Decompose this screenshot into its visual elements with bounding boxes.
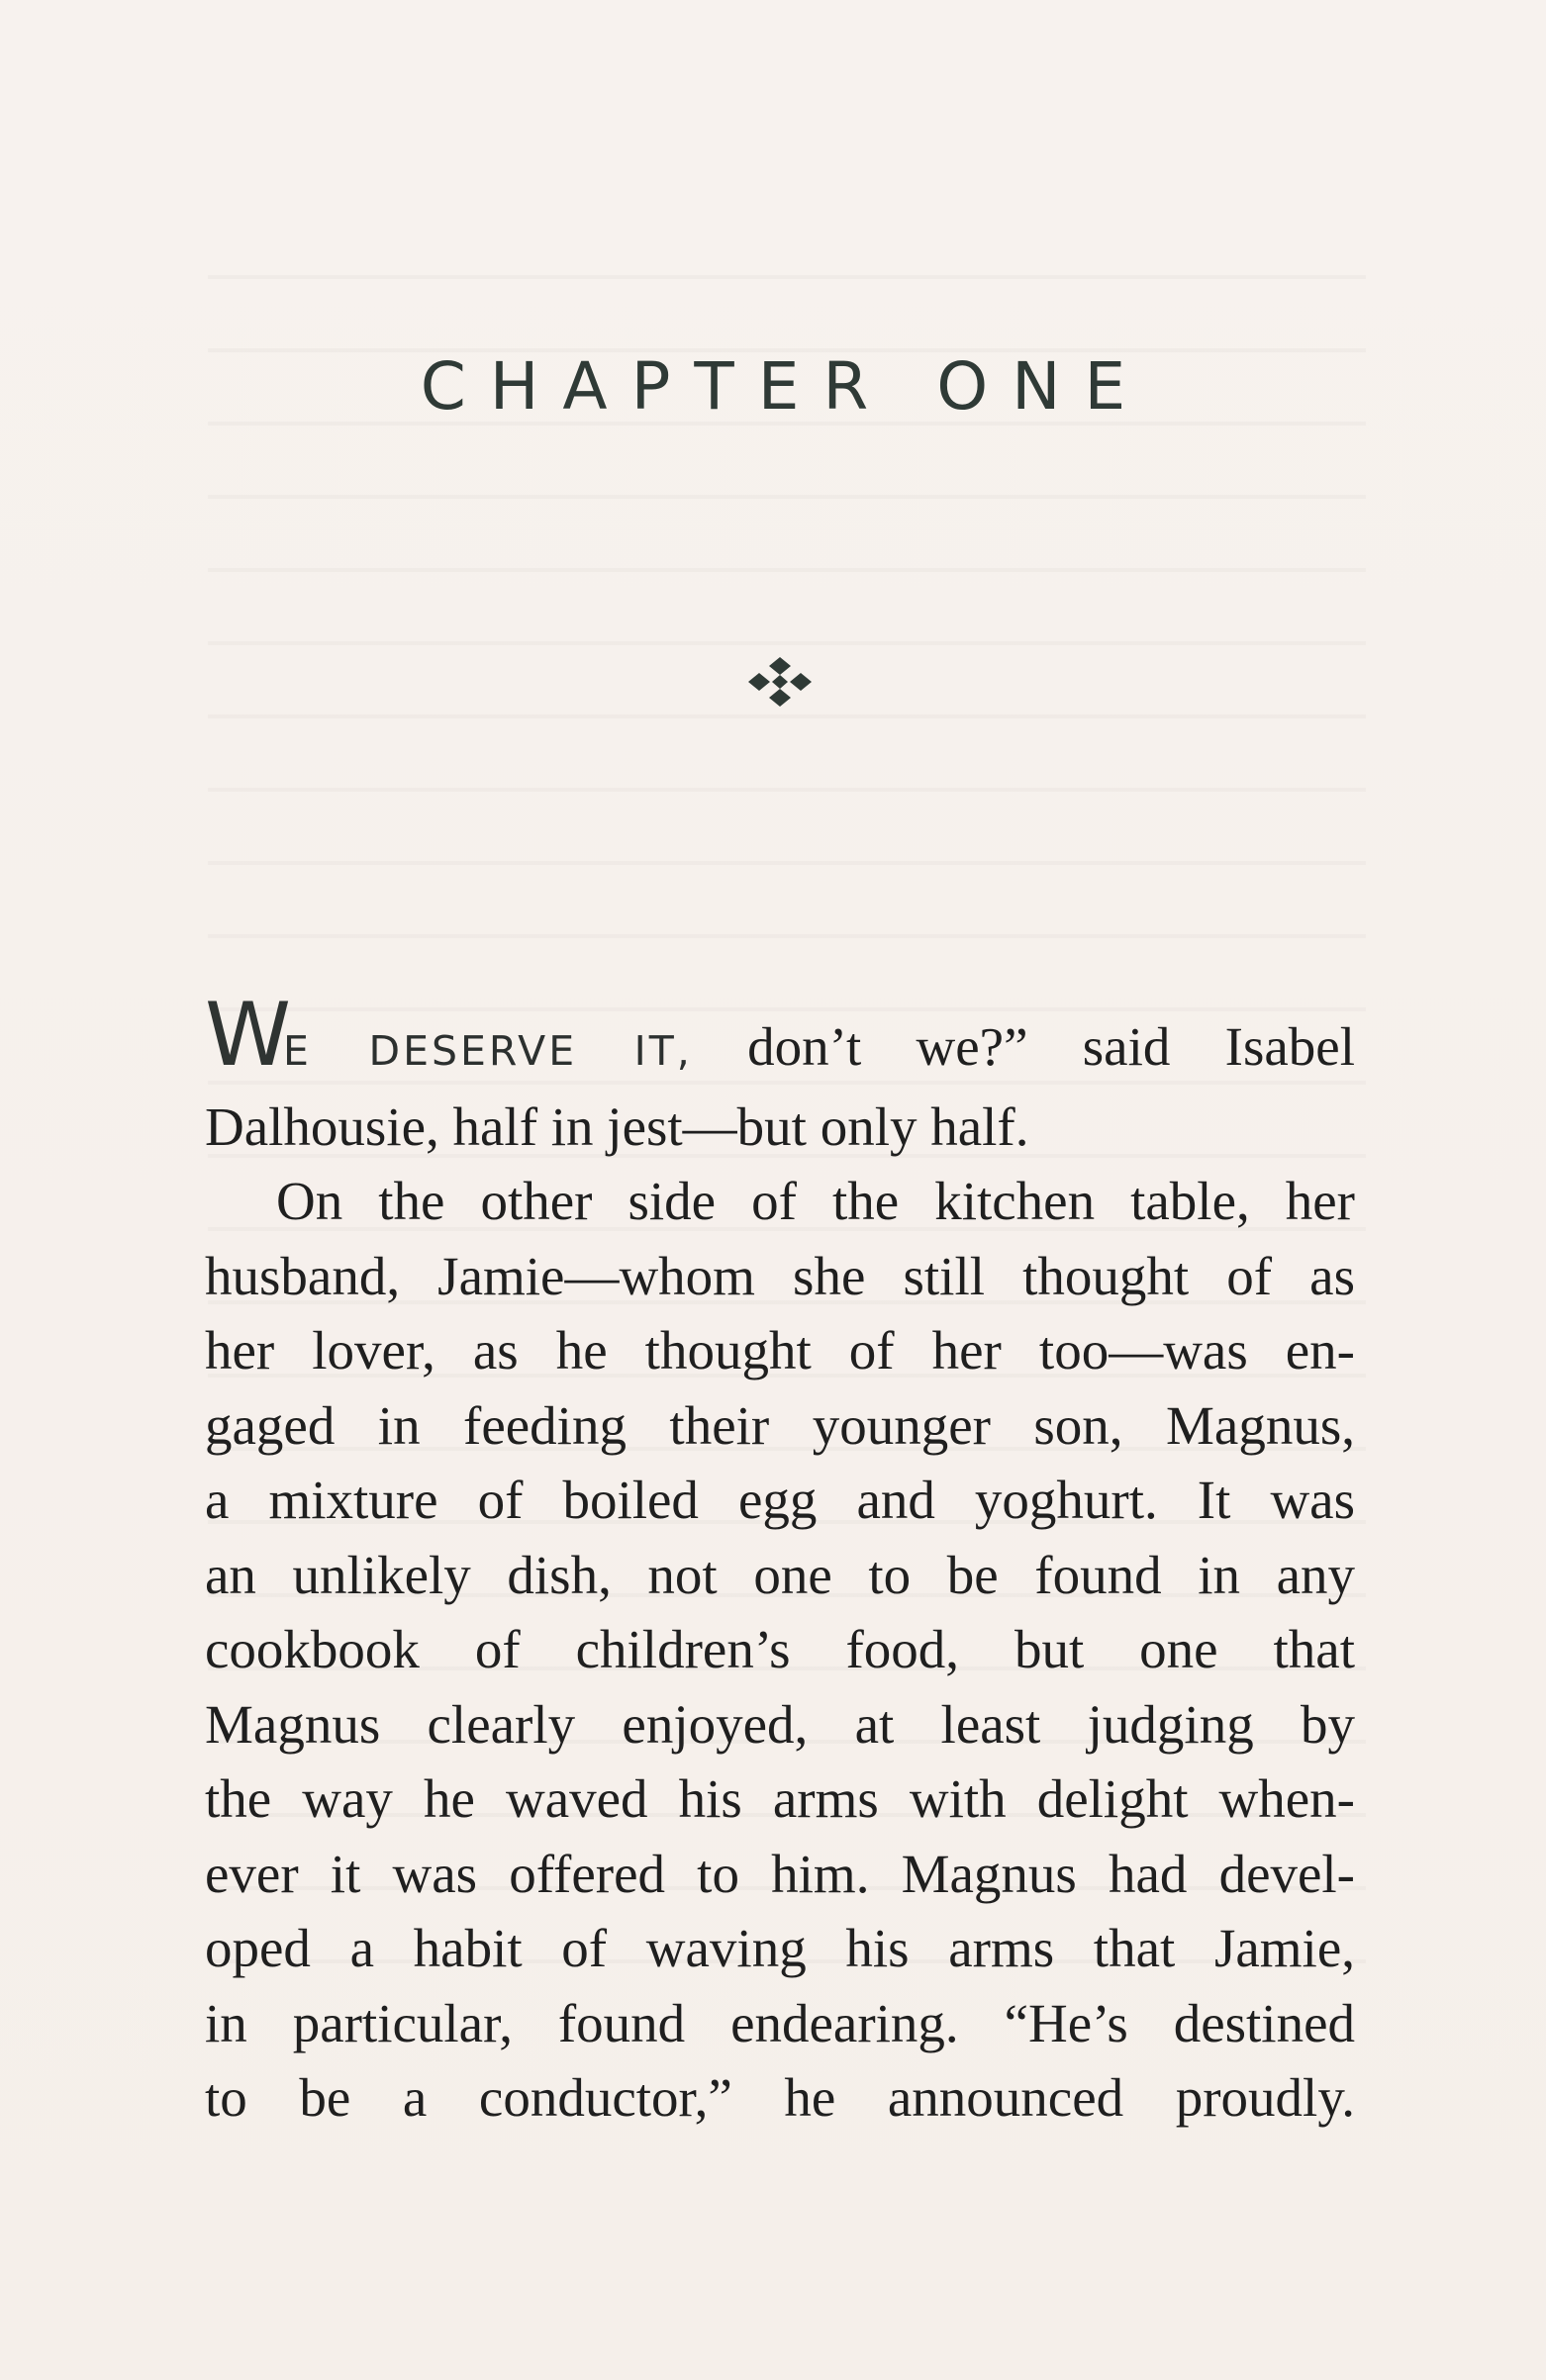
line-text: don’t we?” said Isabel	[692, 1016, 1355, 1077]
text-line: ever it was offered to him. Magnus had devel-	[205, 1843, 1355, 1904]
chapter-body	[205, 984, 1355, 2136]
text-line: On the other side of the kitchen table, her	[276, 1171, 1355, 1231]
text-line	[205, 984, 1355, 1090]
text-line: oped a habit of waving his arms that Jamie,	[205, 1918, 1355, 1978]
small-caps-opening: E DESERVE IT,	[283, 1027, 693, 1075]
text-line: to be a conductor,” he announced proudly.	[205, 2067, 1355, 2128]
chapter-title: CHAPTER ONE	[420, 348, 1150, 425]
text-line: an unlikely dish, not one to be found in any	[205, 1544, 1355, 1605]
text-line: in particular, found endearing. “He’s destined	[205, 1992, 1355, 2053]
text-line: cookbook of children’s food, but one that	[205, 1619, 1355, 1679]
drop-cap: W	[205, 984, 284, 1086]
text-line: the way he waved his arms with delight when-	[205, 1768, 1355, 1829]
opening-paragraph	[205, 984, 1355, 1164]
text-line: Magnus clearly enjoyed, at least judging by	[205, 1693, 1355, 1755]
diamond-fleuron-icon	[735, 655, 824, 714]
text-line: gaged in feeding their younger son, Magnus,	[205, 1394, 1355, 1456]
text-line: husband, Jamie—whom she still thought of as	[205, 1245, 1355, 1306]
text-line: Dalhousie, half in jest—but only half.	[205, 1095, 1029, 1157]
text-line: her lover, as he thought of her too—was en-	[205, 1320, 1355, 1380]
body-paragraph	[205, 1164, 1355, 2136]
text-line: a mixture of boiled egg and yoghurt. It was	[205, 1470, 1355, 1530]
